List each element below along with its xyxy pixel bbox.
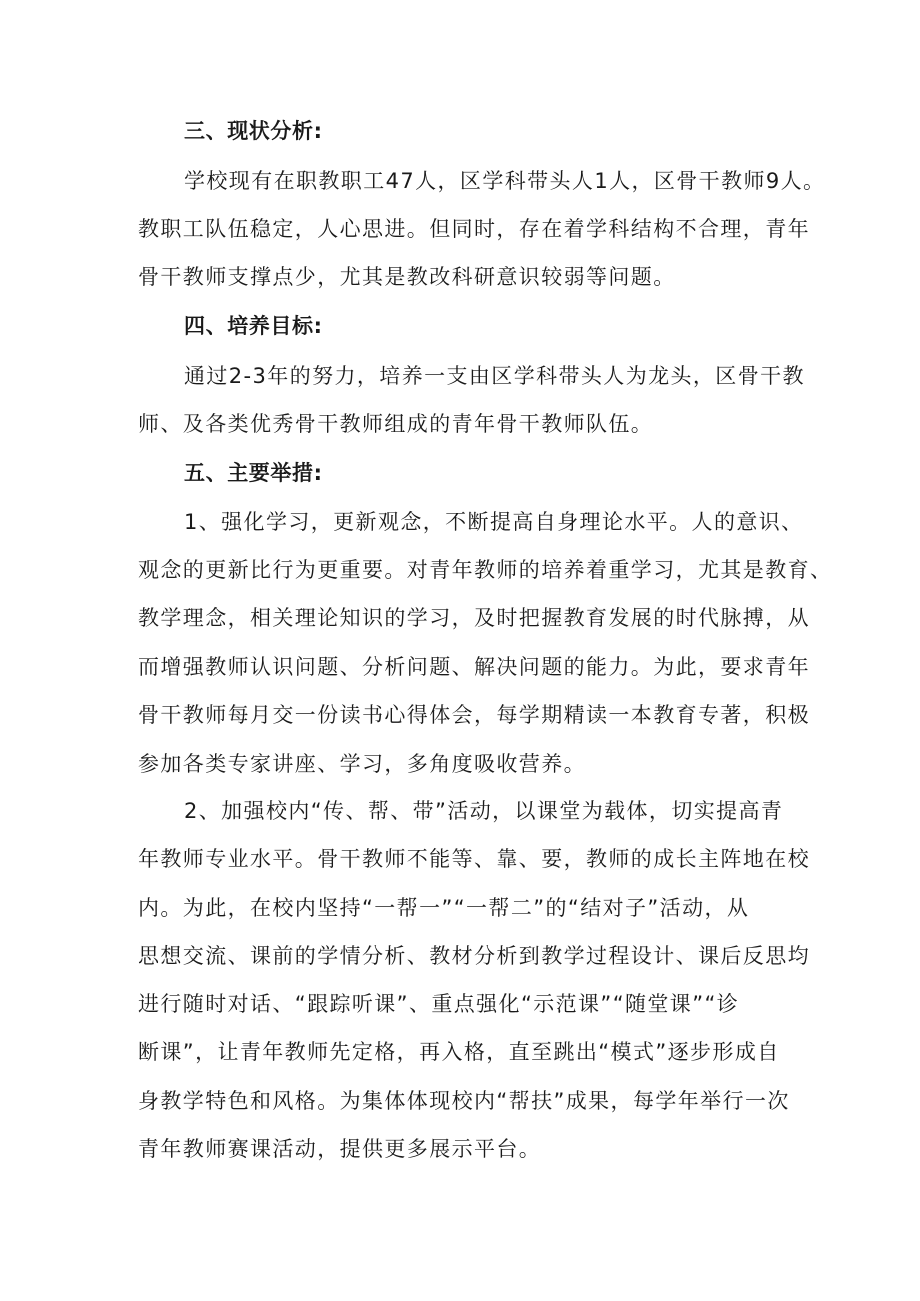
paragraph-line: 学校现有在职教职工47人，区学科带头人1人，区骨干教师9人。: [184, 169, 826, 193]
paragraph-line: 思想交流、课前的学情分析、教材分析到教学过程设计、课后反思均: [138, 944, 810, 968]
paragraph-line: 断课”，让青年教师先定格，再入格，直至跳出“模式”逐步形成自: [138, 1040, 780, 1064]
paragraph-line: 进行随时对话、“跟踪听课”、重点强化“示范课”“随堂课”“诊: [138, 992, 740, 1016]
paragraph-line: 内。为此，在校内坚持“一帮一”“一帮二”的“结对子”活动，从: [138, 896, 750, 920]
paragraph-line: 教职工队伍稳定，人心思进。但同时，存在着学科结构不合理，青年: [138, 217, 810, 241]
paragraph-line: 骨干教师每月交一份读书心得体会，每学期精读一本教育专著，积极: [138, 703, 810, 727]
paragraph-line: 通过2-3年的努力，培养一支由区学科带头人为龙头，区骨干教: [184, 364, 805, 388]
paragraph-line: 观念的更新比行为更重要。对青年教师的培养着重学习，尤其是教育、: [138, 558, 833, 582]
paragraph-line: 1、强化学习，更新观念，不断提高自身理论水平。人的意识、: [184, 510, 804, 534]
paragraph-line: 而增强教师认识问题、分析问题、解决问题的能力。为此，要求青年: [138, 655, 810, 679]
paragraph-line: 师、及各类优秀骨干教师组成的青年骨干教师队伍。: [138, 412, 654, 436]
paragraph-line: 青年教师赛课活动，提供更多展示平台。: [138, 1137, 542, 1161]
paragraph-line: 教学理念，相关理论知识的学习，及时把握教育发展的时代脉搏，从: [138, 606, 810, 630]
paragraph-line: 身教学特色和风格。为集体体现校内“帮扶”成果，每学年举行一次: [138, 1089, 790, 1113]
paragraph-line: 年教师专业水平。骨干教师不能等、靠、要，教师的成长主阵地在校: [138, 847, 810, 871]
section-heading-status-analysis: 三、现状分析:: [184, 119, 323, 143]
paragraph-line: 2、加强校内“传、帮、带”活动，以课堂为载体，切实提高青: [184, 799, 784, 823]
paragraph-line: 参加各类专家讲座、学习，多角度吸收营养。: [138, 752, 586, 776]
paragraph-line: 骨干教师支撑点少，尤其是教改科研意识较弱等问题。: [138, 265, 676, 289]
section-heading-training-goals: 四、培养目标:: [184, 314, 323, 338]
section-heading-main-measures: 五、主要举措:: [184, 461, 323, 485]
